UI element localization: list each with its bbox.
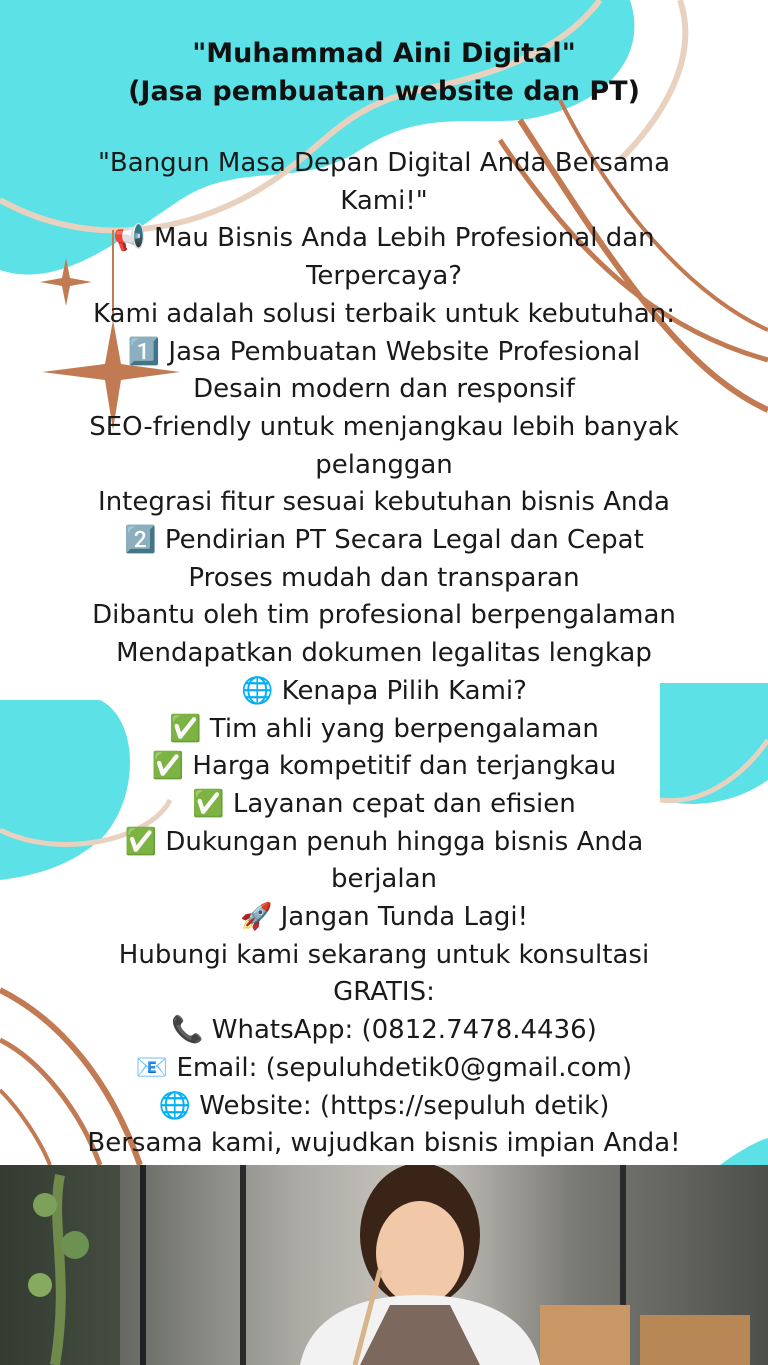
text-line: Kami!" <box>340 185 428 216</box>
email-contact: 📧 Email: (sepuluhdetik0@gmail.com) <box>135 1052 633 1083</box>
text-line: Proses mudah dan transparan <box>188 562 580 593</box>
text-line: Kami adalah solusi terbaik untuk kebutuhan: <box>92 298 676 329</box>
text-line: pelanggan <box>315 449 453 480</box>
woman-photo <box>0 1165 768 1365</box>
text-line: "Bangun Masa Depan Digital Anda Bersama <box>97 148 671 178</box>
promo-text <box>0 145 768 1163</box>
text-line: 1️⃣ Jasa Pembuatan Website Profesional <box>127 336 641 367</box>
text-line: ✅ Dukungan penuh hingga bisnis Anda <box>124 826 644 857</box>
text-line: Mendapatkan dokumen legalitas lengkap <box>116 638 652 669</box>
text-line: Integrasi fitur sesuai kebutuhan bisnis Anda <box>98 487 670 518</box>
text-line: GRATIS: <box>333 977 435 1008</box>
closing-line: Bersama kami, wujudkan bisnis impian Anda! <box>87 1128 681 1159</box>
page-title: "Muhammad Aini Digital" <box>192 38 576 69</box>
text-line: 🌐 Kenapa Pilih Kami? <box>241 675 527 706</box>
text-line: ✅ Harga kompetitif dan terjangkau <box>151 751 617 782</box>
text-line: ✅ Layanan cepat dan efisien <box>192 788 576 819</box>
photo-illustration <box>0 1165 768 1365</box>
text-line: Hubungi kami sekarang untuk konsultasi <box>118 939 650 970</box>
whatsapp-contact: 📞 WhatsApp: (0812.7478.4436) <box>171 1015 597 1046</box>
text-line: Desain modern dan responsif <box>193 374 575 405</box>
text-line: Dibantu oleh tim profesional berpengalaman <box>92 600 676 631</box>
text-line: ✅ Tim ahli yang berpengalaman <box>169 713 599 744</box>
text-line: berjalan <box>331 864 437 895</box>
website-contact: 🌐 Website: (https://sepuluh detik) <box>158 1090 610 1121</box>
text-line: 2️⃣ Pendirian PT Secara Legal dan Cepat <box>124 525 644 556</box>
text-line: Terpercaya? <box>305 261 463 292</box>
page-subtitle: (Jasa pembuatan website dan PT) <box>128 76 640 107</box>
text-line: 📢 Mau Bisnis Anda Lebih Profesional dan <box>113 223 655 254</box>
text-line: 🚀 Jangan Tunda Lagi! <box>239 902 529 933</box>
text-line: SEO-friendly untuk menjangkau lebih banyak <box>89 411 679 442</box>
